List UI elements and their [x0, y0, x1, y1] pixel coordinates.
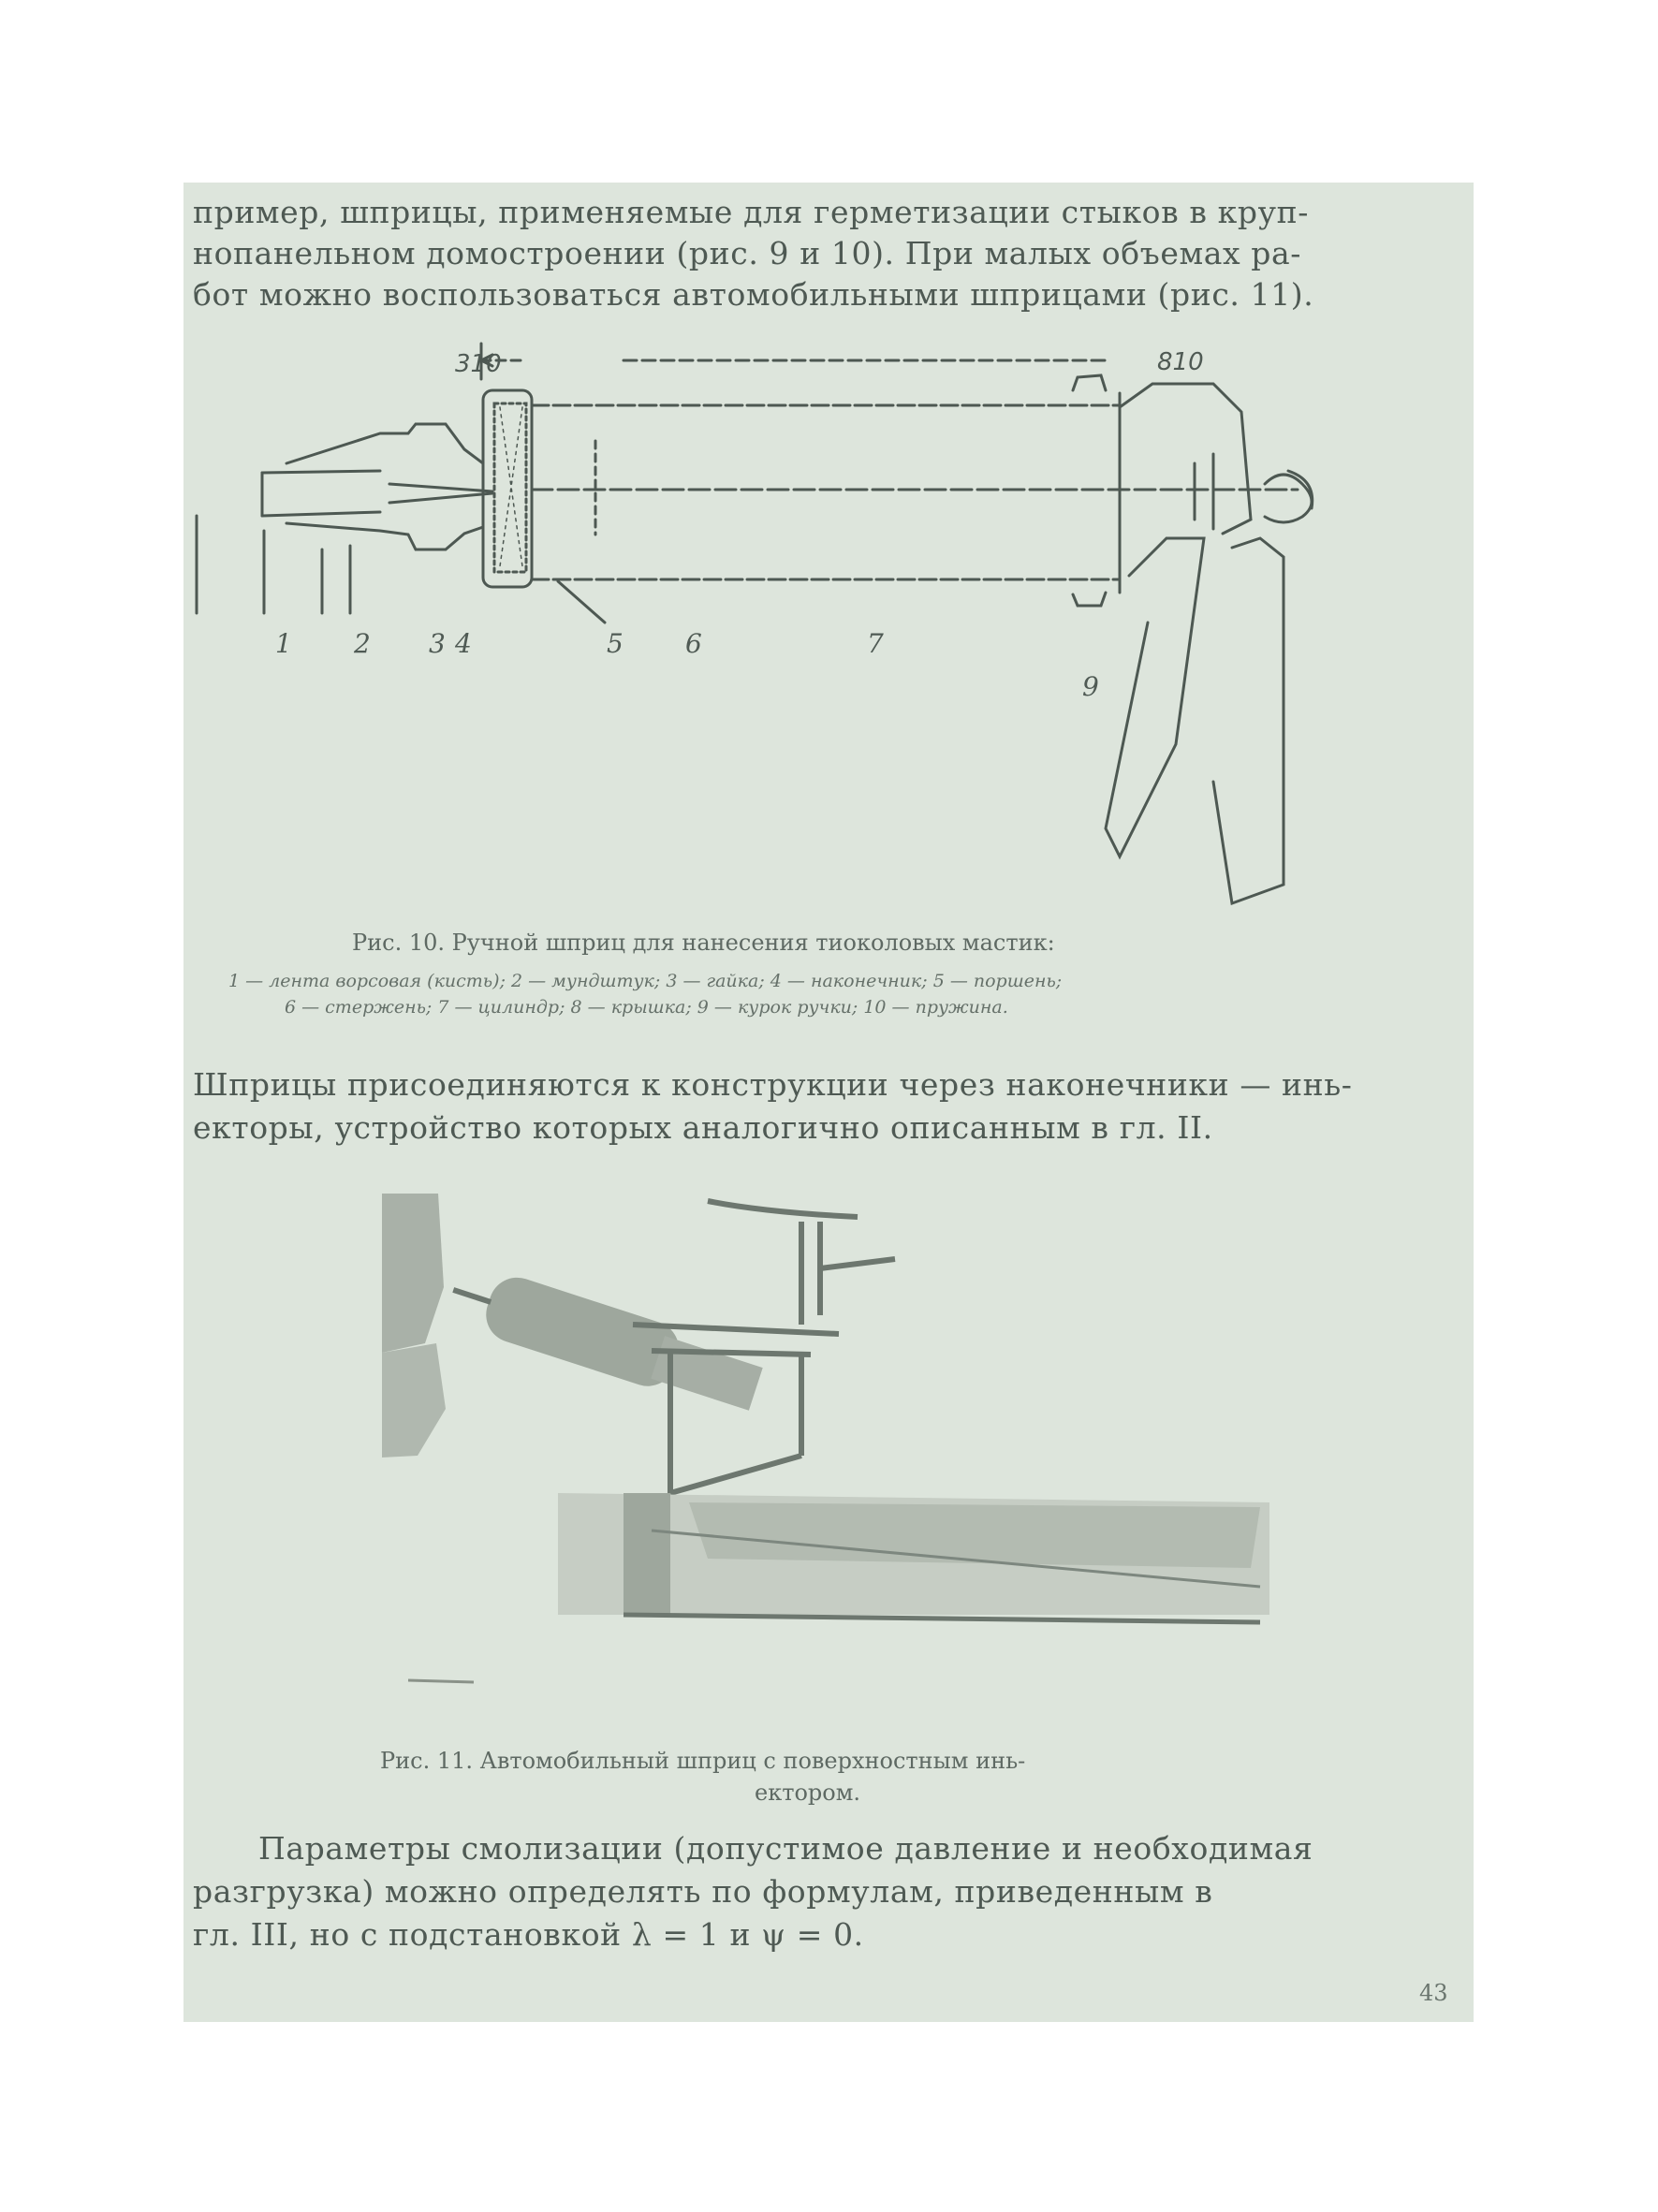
- part-label-9: 9: [1082, 671, 1099, 702]
- figure-11-caption-line-2: ектором.: [755, 1780, 861, 1806]
- part-label-2: 2: [354, 628, 371, 659]
- scanned-page: [183, 183, 1474, 2022]
- intro-line-3: бот можно воспользоваться автомобильными шприцами (рис. 11).: [193, 276, 1314, 313]
- middle-line-2: екторы, устройство которых аналогично описанным в гл. II.: [193, 1109, 1213, 1146]
- part-label-1: 1: [275, 628, 292, 659]
- page-number: 43: [1419, 1980, 1448, 2006]
- figure-10-legend-line-1: 1 — лента ворсовая (кисть); 2 — мундштук; 3 — гайка; 4 — наконечник; 5 — поршень;: [228, 971, 1063, 991]
- part-label-3: 3: [429, 628, 446, 659]
- figure-11-caption-line-1: Рис. 11. Автомобильный шприц с поверхностным инь-: [380, 1748, 1026, 1774]
- dimension-label-810: 810: [1157, 348, 1204, 376]
- part-label-7: 7: [867, 628, 884, 659]
- middle-line-1: Шприцы присоединяются к конструкции через наконечники — инь-: [193, 1066, 1353, 1103]
- figure-11-photo: [183, 183, 1474, 2022]
- part-label-6: 6: [685, 628, 702, 659]
- intro-line-1: пример, шприцы, применяемые для герметизации стыков в круп-: [193, 194, 1309, 230]
- closing-line-1: Параметры смолизации (допустимое давление и необходимая: [258, 1830, 1313, 1867]
- figure-10-caption: Рис. 10. Ручной шприц для нанесения тиоколовых мастик:: [352, 930, 1055, 956]
- part-label-5: 5: [607, 628, 624, 659]
- part-label-4: 4: [455, 628, 472, 659]
- dimension-label-310: 310: [455, 350, 502, 378]
- figure-10-legend-line-2: 6 — стержень; 7 — цилиндр; 8 — крышка; 9 — курок ручки; 10 — пружина.: [285, 997, 1008, 1018]
- closing-line-3: гл. III, но с подстановкой λ = 1 и ψ = 0.: [193, 1916, 864, 1953]
- intro-line-2: нопанельном домостроении (рис. 9 и 10). При малых объемах ра-: [193, 235, 1302, 271]
- closing-line-2: разгрузка) можно определять по формулам, приведенным в: [193, 1873, 1213, 1910]
